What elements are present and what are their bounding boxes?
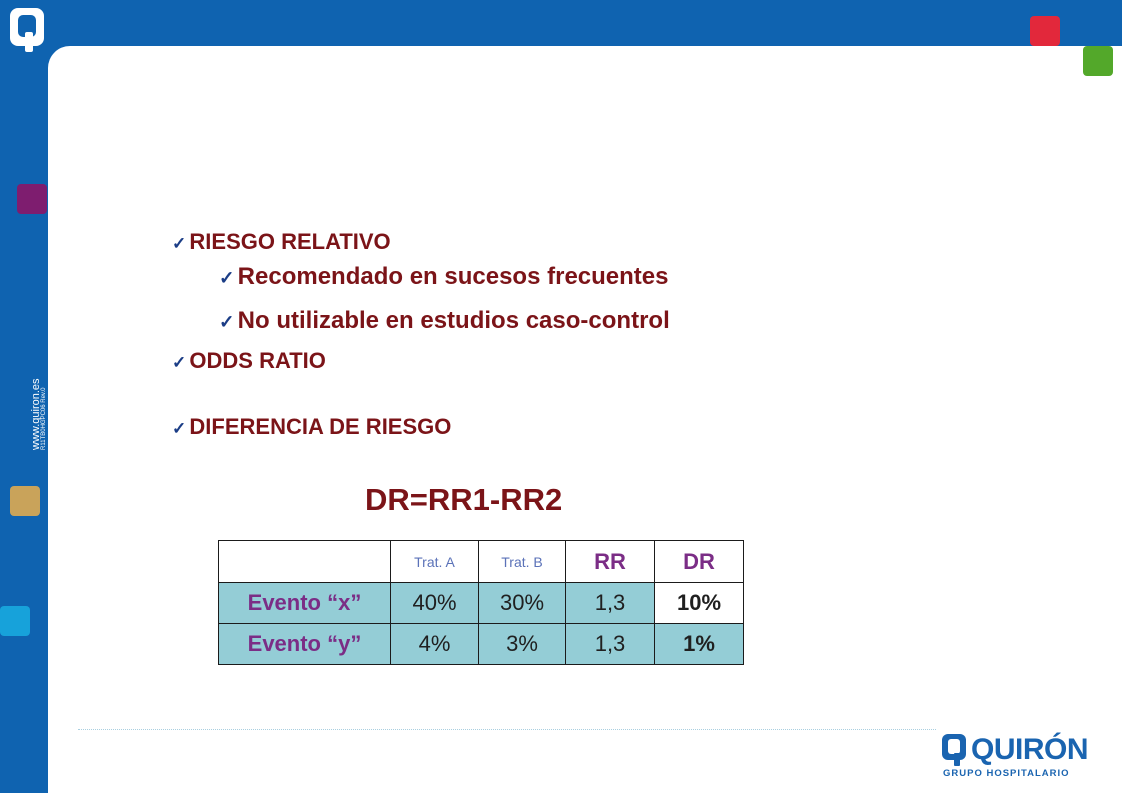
cyan-square-decoration xyxy=(0,606,30,636)
gold-square-decoration xyxy=(10,486,40,516)
quiron-q-brand-icon xyxy=(941,733,971,767)
table-row xyxy=(219,624,744,665)
bullet-text: RIESGO RELATIVO xyxy=(189,229,391,254)
brand-subtitle: GRUPO HOSPITALARIO xyxy=(943,768,1070,779)
table-cell: 1% xyxy=(655,624,744,665)
top-banner xyxy=(0,0,1122,46)
table-cell: 30% xyxy=(479,583,566,624)
header-cell-rr: RR xyxy=(566,541,655,583)
row-label-cell: Evento “x” xyxy=(219,583,391,624)
header-cell-empty xyxy=(219,541,391,583)
table-cell: 10% xyxy=(655,583,744,624)
vertical-url-text xyxy=(30,378,47,450)
checkmark-icon: ✓ xyxy=(172,233,187,253)
table-cell: 1,3 xyxy=(566,583,655,624)
dotted-divider xyxy=(78,729,936,730)
bullet-text: No utilizable en estudios caso-control xyxy=(237,307,670,334)
green-square-decoration xyxy=(1083,46,1113,76)
table-header-row xyxy=(219,541,744,583)
sub-bullet-no-utilizable xyxy=(219,307,670,335)
bullet-text: ODDS RATIO xyxy=(189,348,326,373)
table-cell: 1,3 xyxy=(566,624,655,665)
risk-table xyxy=(218,540,744,665)
red-square-decoration xyxy=(1030,16,1060,46)
quiron-q-logo-icon xyxy=(8,6,48,56)
header-cell-trat-a: Trat. A xyxy=(391,541,479,583)
table-cell: 40% xyxy=(391,583,479,624)
checkmark-icon: ✓ xyxy=(219,267,235,288)
website-url: www.quiron.es xyxy=(30,378,42,450)
quiron-brand-logo xyxy=(941,733,1088,783)
row-label-cell: Evento “y” xyxy=(219,624,391,665)
formula-heading: DR=RR1-RR2 xyxy=(365,482,563,517)
purple-square-decoration xyxy=(17,184,47,214)
bullet-text: Recomendado en sucesos frecuentes xyxy=(237,263,669,290)
table-cell: 4% xyxy=(391,624,479,665)
header-cell-trat-b: Trat. B xyxy=(479,541,566,583)
brand-name: QUIRÓN xyxy=(971,733,1088,766)
document-code: R11TB0HGPC06 Rev.0 xyxy=(41,387,47,450)
header-cell-dr: DR xyxy=(655,541,744,583)
bullet-text: DIFERENCIA DE RIESGO xyxy=(189,414,452,439)
checkmark-icon: ✓ xyxy=(172,352,187,372)
bullet-riesgo-relativo xyxy=(172,229,391,255)
table-cell: 3% xyxy=(479,624,566,665)
checkmark-icon: ✓ xyxy=(219,311,235,332)
checkmark-icon: ✓ xyxy=(172,418,187,438)
bullet-odds-ratio xyxy=(172,348,326,374)
bullet-diferencia-riesgo xyxy=(172,414,451,440)
table-row xyxy=(219,583,744,624)
sub-bullet-recomendado xyxy=(219,263,669,291)
